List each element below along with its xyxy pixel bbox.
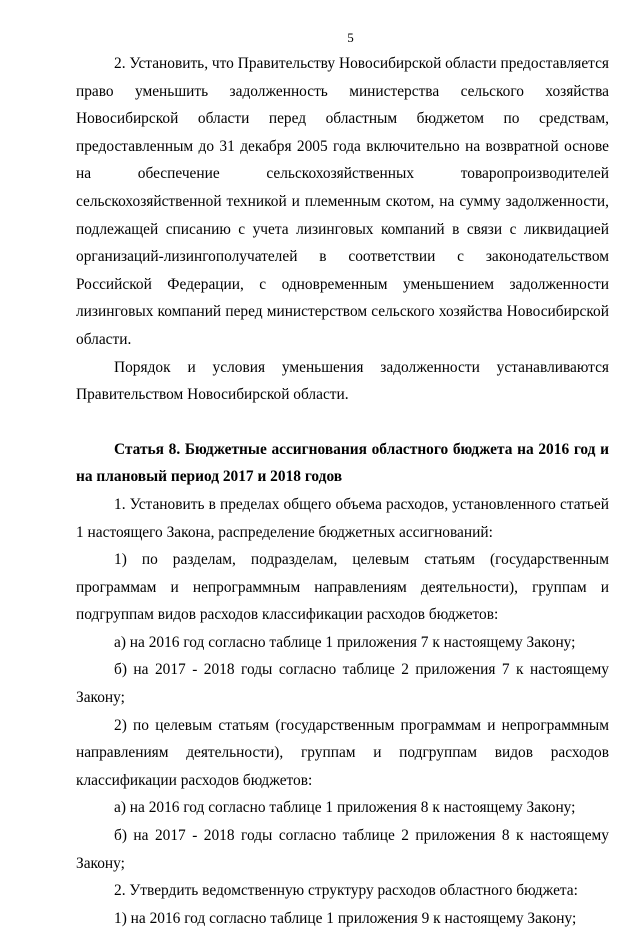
article-item-1-2-b: б) на 2017 - 2018 годы согласно таблице 2 приложения 8 к настоящему Закону; [76,827,609,872]
article-item-1-1-a: а) на 2016 год согласно таблице 1 приложения 7 к настоящему Закону; [114,633,576,651]
section-gap [76,409,609,436]
document-page [76,30,609,932]
paragraph-procedure: Порядок и условия уменьшения задолженности устанавливаются Правительством Новосибирской области. [76,358,609,404]
article-item-1-1: 1) по разделам, подразделам, целевым статьям (государственным программам и непрограммным направлениям деятельности), группам и подгруппам видов расходов классификации расходов бюджетов: [76,551,609,624]
article-item-1-2-a: а) на 2016 год согласно таблице 1 приложения 8 к настоящему Закону; [114,799,576,817]
article-item-1-1-b: б) на 2017 - 2018 годы согласно таблице 2 приложения 7 к настоящему Закону; [76,661,609,707]
article-item-1: 1. Установить в пределах общего объема расходов, установленного статьей 1 настоящего Закона, распределение бюджетных ассигнований: [76,495,609,541]
article-item-2: 2. Утвердить ведомственную структуру расходов областного бюджета: [114,882,578,900]
article-item-2-1: 1) на 2016 год согласно таблице 1 приложения 9 к настоящему Закону; [114,909,577,927]
article-item-1-2: 2) по целевым статьям (государственным программам и непрограммным направлениям деятельности), группам и подгруппам видов расходов классификации расходов бюджетов: [76,716,609,789]
article-8-heading: Статья 8. Бюджетные ассигнования областного бюджета на 2016 год и на плановый период 2017 и 2018 годов [76,440,609,486]
paragraph-debt-reduction: 2. Установить, что Правительству Новосибирской области предоставляется право уменьшить задолженность министерства сельского хозяйства Новосибирской области перед областным бюджетом по средствам, предоставленным до 31 декабря 2005 года включительно на возвратной основе на обеспечение сельскохозяйственных товаропроизводителей сельскохозяйственной техникой и племенным скотом, на сумму задолженности, подлежащей списанию с учета лизинговых компаний в связи с ликвидацией организаций-лизингополучателей в соответствии с законодательством Российской Федерации, с одновременным уменьшением задолженности лизинговых компаний перед министерством сельского хозяйства Новосибирской области. [76,55,609,348]
page-number: 5 [347,30,354,45]
